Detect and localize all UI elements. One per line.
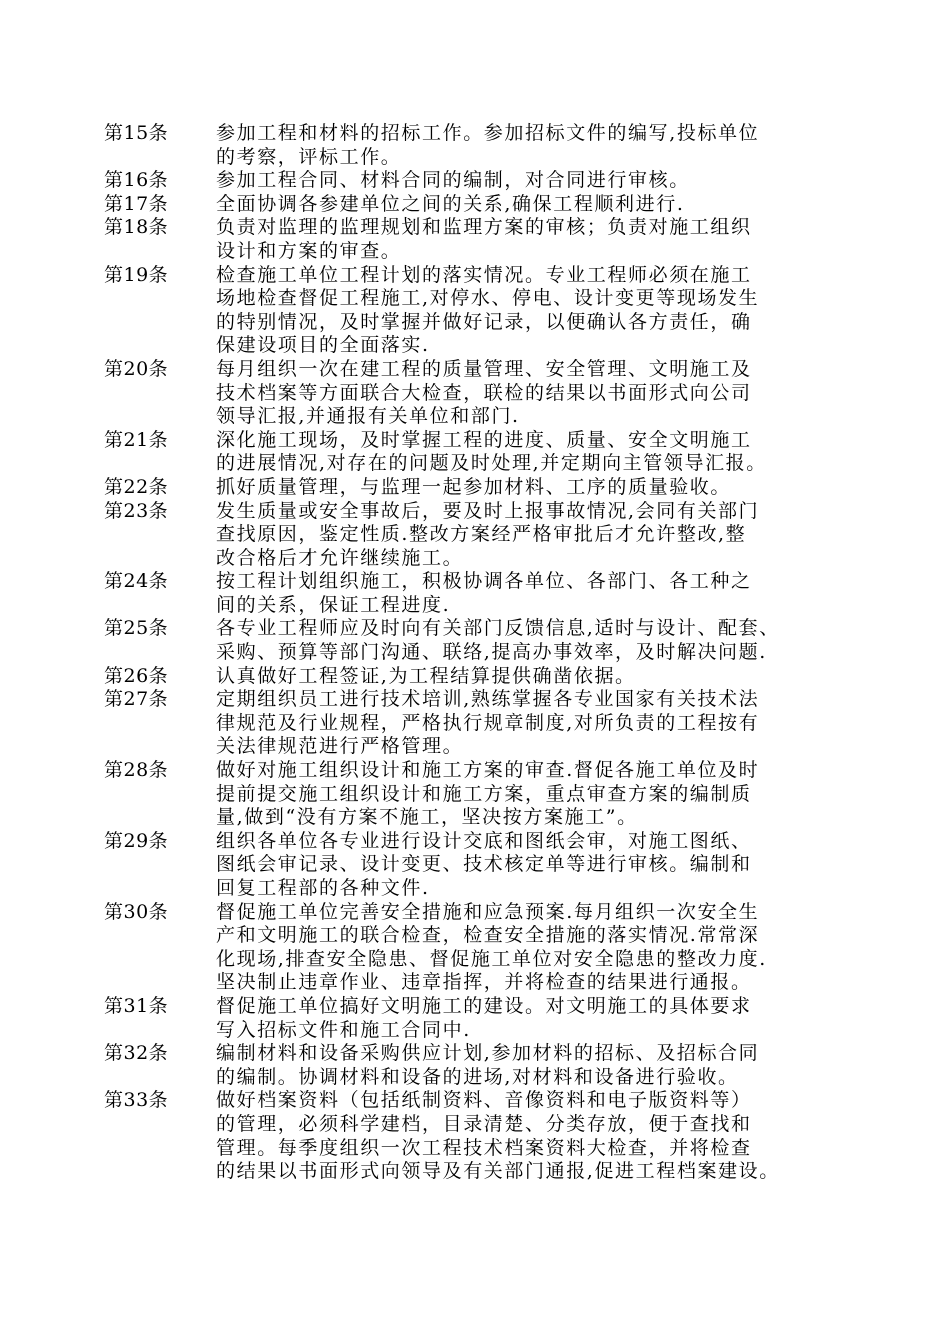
clause-text-line: 督促施工单位完善安全措施和应急预案.每月组织一次安全生 bbox=[216, 900, 760, 923]
clause-number: 第23条 bbox=[104, 499, 169, 522]
clause-text-line: 的进展情况,对存在的问题及时处理,并定期向主管领导汇报。 bbox=[216, 452, 767, 475]
clause-item bbox=[104, 500, 824, 571]
clause-number: 第31条 bbox=[104, 994, 169, 1017]
clause-text-line: 参加工程合同、材料合同的编制，对合同进行审核。 bbox=[216, 169, 690, 192]
clause-item bbox=[104, 830, 824, 901]
clause-text-line: 写入招标文件和施工合同中. bbox=[216, 1018, 471, 1041]
clause-number: 第20条 bbox=[104, 357, 169, 380]
clause-text bbox=[216, 665, 816, 689]
clause-number: 第25条 bbox=[104, 617, 169, 640]
clause-number: 第17条 bbox=[104, 192, 169, 215]
clause-item bbox=[104, 1089, 824, 1183]
clause-text-line: 抓好质量管理，与监理一起参加材料、工序的质量验收。 bbox=[216, 475, 732, 498]
clause-number: 第15条 bbox=[104, 122, 169, 144]
clause-text bbox=[216, 617, 816, 664]
clause-text bbox=[216, 759, 816, 830]
clause-text-line: 坚决制止违章作业、违章指挥，并将检查的结果进行通报。 bbox=[216, 971, 752, 994]
clause-text bbox=[216, 193, 816, 217]
clause-text bbox=[216, 830, 816, 901]
clause-text bbox=[216, 429, 816, 476]
clause-text bbox=[216, 688, 816, 759]
clause-text bbox=[216, 570, 816, 617]
clause-item bbox=[104, 759, 824, 830]
clause-text-line: 督促施工单位搞好文明施工的建设。对文明施工的具体要求 bbox=[216, 994, 752, 1017]
clause-text-line: 编制材料和设备采购供应计划,参加材料的招标、及招标合同 bbox=[216, 1042, 760, 1065]
clause-item bbox=[104, 1042, 824, 1089]
clause-text-line: 的管理，必须科学建档，目录清楚、分类存放，便于查找和 bbox=[216, 1112, 752, 1135]
clause-text bbox=[216, 500, 816, 571]
clause-text-line: 的结果以书面形式向领导及有关部门通报,促进工程档案建设。 bbox=[216, 1160, 780, 1183]
clause-number: 第26条 bbox=[104, 664, 169, 687]
clause-text bbox=[216, 995, 816, 1042]
clause-number: 第22条 bbox=[104, 475, 169, 498]
clause-item bbox=[104, 995, 824, 1042]
clause-number: 第29条 bbox=[104, 829, 169, 852]
clause-text bbox=[216, 122, 816, 169]
clause-number: 第32条 bbox=[104, 1042, 169, 1065]
clause-number: 第19条 bbox=[104, 263, 169, 286]
clause-text bbox=[216, 216, 816, 263]
clause-item bbox=[104, 216, 824, 263]
clause-text-line: 做好档案资料（包括纸制资料、音像资料和电子版资料等） bbox=[216, 1089, 752, 1112]
clause-item bbox=[104, 264, 824, 358]
clause-text-line: 技术档案等方面联合大检查，联检的结果以书面形式向公司 bbox=[216, 381, 752, 404]
clause-number: 第21条 bbox=[104, 428, 169, 451]
clause-item bbox=[104, 193, 824, 217]
clause-item bbox=[104, 688, 824, 759]
clause-text bbox=[216, 1089, 816, 1183]
clause-list bbox=[104, 122, 824, 1184]
clause-text-line: 发生质量或安全事故后，要及时上报事故情况,会同有关部门 bbox=[216, 499, 760, 522]
clause-text-line: 保建设项目的全面落实. bbox=[216, 334, 430, 357]
clause-text-line: 化现场,排查安全隐患、督促施工单位对安全隐患的整改力度. bbox=[216, 947, 767, 970]
clause-text-line: 的编制。协调材料和设备的进场,对材料和设备进行验收。 bbox=[216, 1065, 739, 1088]
clause-text-line: 领导汇报,并通报有关单位和部门. bbox=[216, 405, 520, 428]
clause-text-line: 全面协调各参建单位之间的关系,确保工程顺利进行. bbox=[216, 192, 685, 215]
clause-text bbox=[216, 1042, 816, 1089]
clause-text-line: 负责对监理的监理规划和监理方案的审核；负责对施工组织 bbox=[216, 216, 752, 239]
clause-item bbox=[104, 122, 824, 169]
clause-text-line: 提前提交施工组织设计和施工方案，重点审查方案的编制质 bbox=[216, 782, 752, 805]
clause-number: 第33条 bbox=[104, 1089, 169, 1112]
clause-number: 第16条 bbox=[104, 169, 169, 192]
clause-text-line: 图纸会审记录、设计变更、技术核定单等进行审核。编制和 bbox=[216, 853, 752, 876]
clause-text-line: 各专业工程师应及时向有关部门反馈信息,适时与设计、配套、 bbox=[216, 617, 780, 640]
clause-text-line: 量,做到“没有方案不施工，坚决按方案施工”。 bbox=[216, 806, 638, 829]
clause-text-line: 认真做好工程签证,为工程结算提供确凿依据。 bbox=[216, 664, 636, 687]
clause-text bbox=[216, 264, 816, 358]
clause-item bbox=[104, 901, 824, 995]
clause-text-line: 的特别情况，及时掌握并做好记录，以便确认各方责任，确 bbox=[216, 310, 752, 333]
clause-text-line: 做好对施工组织设计和施工方案的审查.督促各施工单位及时 bbox=[216, 759, 760, 782]
clause-text-line: 采购、预算等部门沟通、联络,提高办事效率，及时解决问题. bbox=[216, 641, 767, 664]
clause-text-line: 深化施工现场，及时掌握工程的进度、质量、安全文明施工 bbox=[216, 428, 752, 451]
clause-number: 第24条 bbox=[104, 570, 169, 593]
clause-number: 第28条 bbox=[104, 759, 169, 782]
clause-item bbox=[104, 429, 824, 476]
clause-text-line: 组织各单位各专业进行设计交底和图纸会审，对施工图纸、 bbox=[216, 829, 752, 852]
clause-item bbox=[104, 617, 824, 664]
clause-text-line: 改合格后才允许继续施工。 bbox=[216, 546, 464, 569]
clause-text bbox=[216, 169, 816, 193]
clause-item bbox=[104, 476, 824, 500]
clause-text bbox=[216, 901, 816, 995]
clause-text-line: 每月组织一次在建工程的质量管理、安全管理、文明施工及 bbox=[216, 357, 752, 380]
clause-text-line: 律规范及行业规程，严格执行规章制度,对所负责的工程按有 bbox=[216, 711, 760, 734]
clause-text-line: 检查施工单位工程计划的落实情况。专业工程师必须在施工 bbox=[216, 263, 752, 286]
clause-text bbox=[216, 358, 816, 429]
clause-text-line: 关法律规范进行严格管理。 bbox=[216, 735, 464, 758]
clause-text-line: 回复工程部的各种文件. bbox=[216, 877, 430, 899]
clause-text-line: 设计和方案的审查。 bbox=[216, 239, 402, 262]
clause-text-line: 按工程计划组织施工，积极协调各单位、各部门、各工种之 bbox=[216, 570, 752, 593]
clause-item bbox=[104, 169, 824, 193]
clause-text-line: 管理。每季度组织一次工程技术档案资料大检查，并将检查 bbox=[216, 1136, 752, 1159]
clause-text-line: 场地检查督促工程施工,对停水、停电、设计变更等现场发生 bbox=[216, 287, 760, 310]
clause-text-line: 的考察，评标工作。 bbox=[216, 145, 402, 168]
clause-text-line: 查找原因，鉴定性质.整改方案经严格审批后才允许整改,整 bbox=[216, 523, 747, 546]
clause-item bbox=[104, 570, 824, 617]
clause-text bbox=[216, 476, 816, 500]
clause-number: 第27条 bbox=[104, 688, 169, 711]
clause-text-line: 参加工程和材料的招标工作。参加招标文件的编写,投标单位 bbox=[216, 122, 760, 144]
clause-item bbox=[104, 358, 824, 429]
clause-text-line: 定期组织员工进行技术培训,熟练掌握各专业国家有关技术法 bbox=[216, 688, 760, 711]
clause-number: 第30条 bbox=[104, 900, 169, 923]
clause-item bbox=[104, 665, 824, 689]
clause-text-line: 间的关系，保证工程进度. bbox=[216, 593, 451, 616]
clause-number: 第18条 bbox=[104, 216, 169, 239]
clause-text-line: 产和文明施工的联合检查，检查安全措施的落实情况.常常深 bbox=[216, 924, 760, 947]
